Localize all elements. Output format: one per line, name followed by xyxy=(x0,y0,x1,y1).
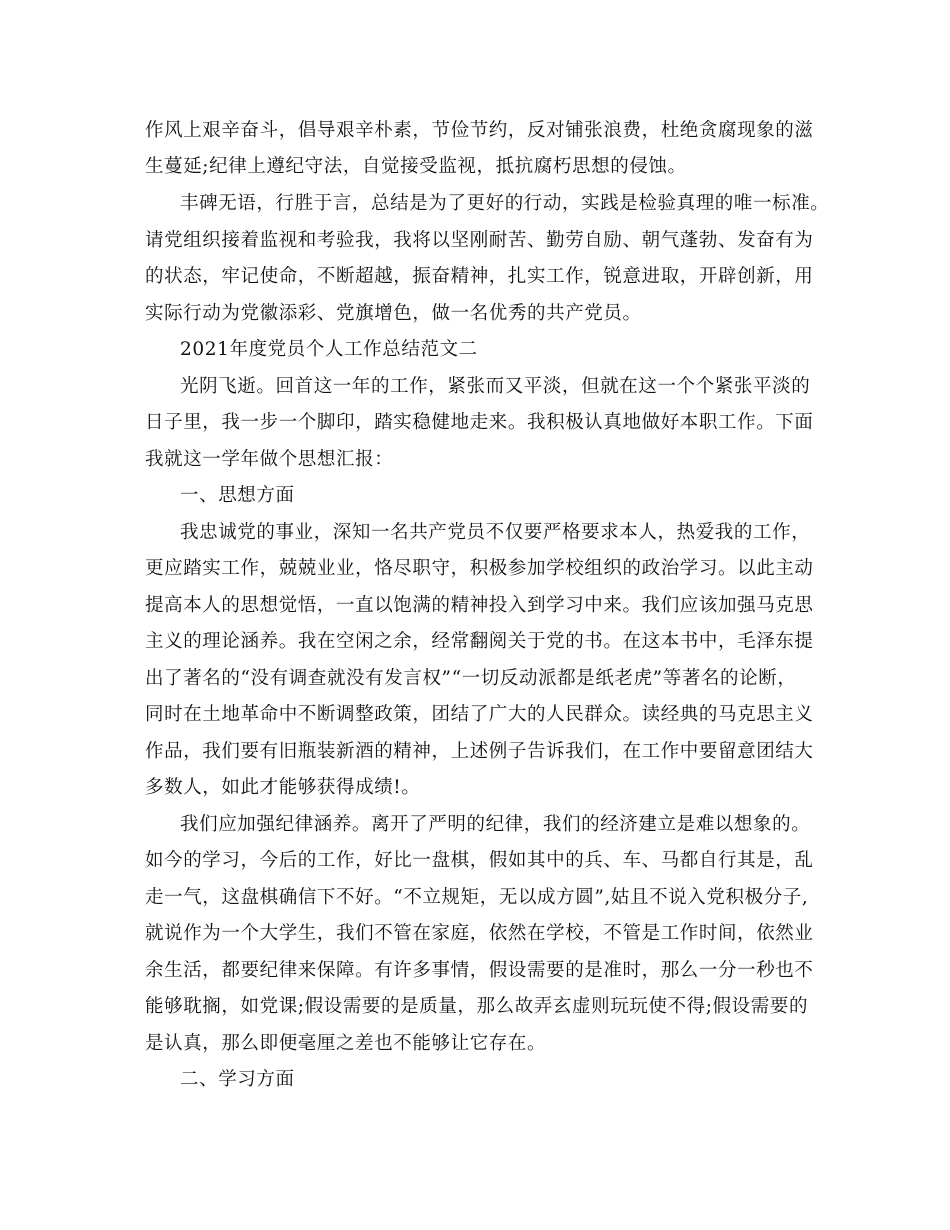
text-line: 同时在土地革命中不断调整政策，团结了广大的人民群众。读经典的马克思主义 xyxy=(145,704,814,725)
text-line: 我就这一学年做个思想汇报： xyxy=(145,449,394,470)
text-line: 余生活，都要纪律来保障。有许多事情，假设需要的是准时，那么一分一秒也不 xyxy=(145,960,814,981)
text-line: 作风上艰辛奋斗，倡导艰辛朴素，节俭节约，反对铺张浪费，杜绝贪腐现象的滋 xyxy=(145,120,814,141)
text-line: 就说作为一个大学生，我们不管在家庭，依然在学校，不管是工作时间，依然业 xyxy=(145,923,814,944)
text-line: 提高本人的思想觉悟，一直以饱满的精神投入到学习中来。我们应该加强马克思 xyxy=(145,595,814,616)
text-line: 的状态，牢记使命，不断超越，振奋精神，扎实工作，锐意进取，开辟创新，用 xyxy=(145,266,814,287)
section-heading: 二、学习方面 xyxy=(180,1069,295,1090)
text-line: 日子里，我一步一个脚印，踏实稳健地走来。我积极认真地做好本职工作。下面 xyxy=(145,412,814,433)
text-line: 更应踏实工作，兢兢业业，恪尽职守，积极参加学校组织的政治学习。以此主动 xyxy=(145,558,814,579)
text-line: 作品，我们要有旧瓶装新酒的精神，上述例子告诉我们，在工作中要留意团结大 xyxy=(145,741,814,762)
text-line: 能够耽搁，如党课;假设需要的是质量，那么故弄玄虚则玩玩使不得;假设需要的 xyxy=(145,996,809,1017)
text-line: 走一气，这盘棋确信下不好。“不立规矩，无以成方圆”,姑且不说入党积极分子, xyxy=(145,887,809,908)
section-title: 2021年度党员个人工作总结范文二 xyxy=(180,339,478,360)
text-line: 多数人，如此才能够获得成绩!。 xyxy=(145,777,421,798)
paragraph-first-line: 光阴飞逝。回首这一年的工作，紧张而又平淡，但就在这一个个紧张平淡的 xyxy=(180,376,811,397)
paragraph-first-line: 我们应加强纪律涵养。离开了严明的纪律，我们的经济建立是难以想象的。 xyxy=(180,814,811,835)
paragraph-first-line: 丰碑无语，行胜于言，总结是为了更好的行动，实践是检验真理的唯一标准。 xyxy=(180,193,830,214)
paragraph-first-line: 我忠诚党的事业，深知一名共产党员不仅要严格要求本人，热爱我的工作， xyxy=(180,522,811,543)
text-line: 出了著名的“没有调查就没有发言权”“一切反动派都是纸老虎”等著名的论断， xyxy=(145,668,797,689)
text-line: 请党组织接着监视和考验我，我将以坚刚耐苦、勤劳自励、朝气蓬勃、发奋有为 xyxy=(145,230,814,251)
text-line: 是认真，那么即便毫厘之差也不能够让它存在。 xyxy=(145,1033,547,1054)
text-line: 生蔓延;纪律上遵纪守法，自觉接受监视，抵抗腐朽思想的侵蚀。 xyxy=(145,156,687,177)
text-line: 主义的理论涵养。我在空闲之余，经常翻阅关于党的书。在这本书中，毛泽东提 xyxy=(145,631,814,652)
text-line: 实际行动为党徽添彩、党旗增色，做一名优秀的共产党员。 xyxy=(145,303,642,324)
section-heading: 一、思想方面 xyxy=(180,485,295,506)
text-line: 如今的学习，今后的工作，好比一盘棋，假如其中的兵、车、马都自行其是，乱 xyxy=(145,850,814,871)
